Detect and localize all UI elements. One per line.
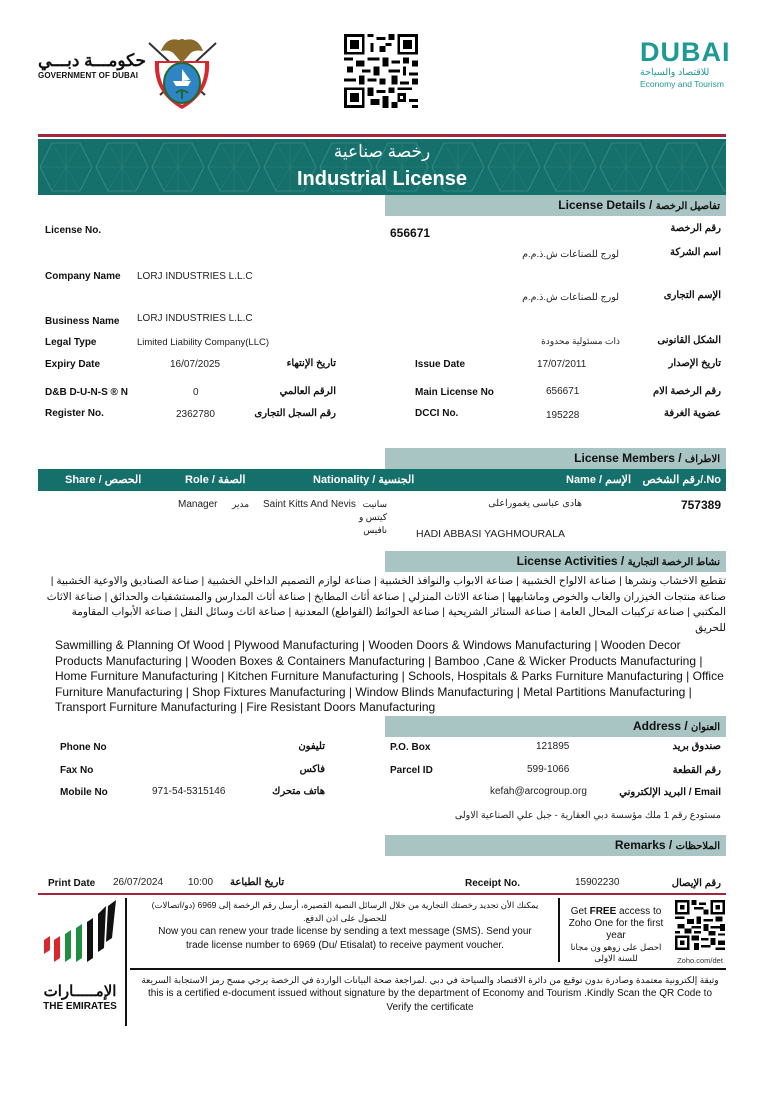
footer-rule — [38, 893, 726, 895]
government-of-dubai-logo — [38, 52, 146, 86]
license-no-label: License No. — [45, 225, 102, 236]
gov-logo-english: GOVERNMENT OF DUBAI — [38, 71, 139, 80]
register-no-label: Register No. — [45, 408, 104, 419]
certificate-notice — [133, 973, 727, 1015]
gov-logo-arabic: حكومـــة دبـــي — [38, 51, 146, 70]
parcel-id-label: Parcel ID — [390, 765, 433, 776]
activities-text-arabic: تقطيع الاخشاب ونشرها | صناعة الالواح الخشبية | صناعة الابواب والنوافذ الخشبية | صناعة لوازم التصميم الداخلي الخشبية | صناعة الصناديق والاوعية الخشبية | صناعة منتجات الخيزران والغاب والخوص وماشابهها | صناعة الاثاث المنزلي | صناعة أثاث المطابخ | صناعة أثاث المدارس والمستشفيات والحدائق | صناعة الاثاث المكتبي | صناعة تركيبات المحال العامة | صناعة الستائر الشريحية | صناعة الحوائط (القواطع) المعدنية | صناعة اثاث وسائل النقل | صناعة الأبواب المقاومة للحريق — [46, 575, 726, 634]
certificate-notice-en: this is a certified e-document issued without signature by the department of Economy and Tourism .Kindly Scan the QR Code to Verify the certificate — [148, 988, 712, 1013]
verification-qr-code[interactable] — [344, 34, 418, 108]
zoho-promo-pre: Get — [570, 906, 590, 917]
zoho-promo-post: access to Zoho One for the first year — [568, 906, 664, 941]
address-header: Address / العنوان — [385, 716, 726, 737]
certificate-notice-ar: وثيقة إلكترونية معتمدة وصادرة بدون توقيع من دائرة الاقتصاد والسياحة في دبي .لمراجعة صحة البيانات الواردة في الرخصة يرجي مسح رمز الاستجابة السريعة — [141, 975, 719, 985]
pobox-label-ar: صندوق بريد — [672, 741, 721, 752]
license-no-value: 656671 — [390, 226, 431, 240]
member-role-ar: مدير — [232, 499, 250, 509]
license-details-title-ar: تفاصيل الرخصة — [655, 201, 720, 212]
company-name-value-ar: لورج للصناعات ش.ذ.م.م — [522, 249, 619, 260]
duns-label-ar: الرقم العالمي — [279, 386, 336, 397]
print-date-label: Print Date — [48, 878, 96, 889]
mobile-label: Mobile No — [60, 787, 108, 798]
dcci-no-label: DCCI No. — [415, 408, 459, 419]
license-activities-header: License Activities / نشاط الرخصة التجارية — [385, 551, 726, 572]
member-name-ar: هادى عباسى يغموراعلى — [488, 498, 582, 509]
phone-label-ar: تليفون — [298, 741, 325, 752]
main-license-value: 656671 — [546, 386, 580, 397]
zoho-url[interactable]: Zoho.com/det — [677, 956, 723, 965]
zoho-promo-ar: احصل على زوهو ون مجانا للسنة الاولى — [570, 942, 662, 963]
member-nationality-en: Saint Kitts And Nevis — [263, 499, 356, 510]
emirates-logo-english: THE EMIRATES — [43, 1001, 117, 1012]
det-logo-arabic: للاقتصاد والسياحة — [640, 67, 710, 78]
receipt-no-label-ar: رقم الإيصال — [671, 878, 721, 889]
register-no-label-ar: رقم السجل التجارى — [254, 408, 336, 419]
certificate-divider — [130, 968, 726, 970]
license-members-title-en: License Members — [574, 451, 675, 465]
issue-date-label-ar: تاريخ الإصدار — [668, 358, 721, 369]
col-header-role: Role / الصفة — [185, 474, 246, 486]
remarks-header: Remarks / الملاحظات — [385, 835, 726, 856]
emirates-divider — [125, 898, 127, 1026]
duns-value: 0 — [193, 387, 199, 398]
email-value[interactable]: kefah@arcogroup.org — [490, 786, 587, 797]
main-license-label: Main License No — [415, 387, 494, 398]
company-name-label-ar: اسم الشركة — [670, 247, 721, 258]
issue-date-label: Issue Date — [415, 359, 466, 370]
sms-notice-ar-line1: يمكنك الأن تجديد رخصتك التجارية من خلال الرسائل النصية القصيرة، أرسل رقم الرخصة إلى 6969 (دو/اتصالات) — [151, 900, 539, 910]
company-name-value: LORJ INDUSTRIES L.L.C — [137, 271, 253, 282]
header-rule — [38, 134, 726, 137]
print-date-label-ar: تاريخ الطباعة — [230, 877, 285, 888]
mobile-value: 971-54-5315146 — [152, 786, 226, 797]
emirates-stripes-icon — [40, 900, 120, 970]
parcel-id-value: 599-1066 — [527, 764, 570, 775]
business-name-label-ar: الإسم التجارى — [663, 290, 721, 301]
fax-label: Fax No — [60, 765, 94, 776]
license-members-title-ar: الاطراف — [684, 454, 720, 465]
zoho-promo-free: FREE — [589, 906, 617, 917]
license-details-header: License Details / تفاصيل الرخصة — [385, 195, 726, 216]
zoho-divider — [558, 898, 560, 962]
activities-text-english: Sawmilling & Planning Of Wood | Plywood Manufacturing | Wooden Doors & Windows Manufacturing | Wooden Decor Products Manufacturing | Wooden Boxes & Containers Manufacturing | Bamboo ,Cane & Wicker Products Manufacturing | Home Furniture Manufacturing | Kitchen Furniture Manufacturing | Schools, Hospitals & Parks Furniture Manufacturing | Office Furniture Manufacturing | Shop Fixtures Manufacturing | Window Blinds Manufacturing | Metal Partitions Manufacturing | Transport Furniture Manufacturing | Fire Resistant Doors Manufacturing — [55, 638, 724, 714]
mobile-label-ar: هاتف متحرك — [272, 786, 325, 797]
members-table-header — [38, 469, 726, 491]
address-title-ar: العنوان — [691, 722, 720, 733]
legal-type-label: Legal Type — [45, 337, 97, 348]
company-name-label: Company Name — [45, 271, 121, 282]
license-activities-title-ar: نشاط الرخصة التجارية — [627, 557, 720, 568]
receipt-no-label: Receipt No. — [465, 878, 521, 889]
license-no-label-ar: رقم الرخصة — [670, 223, 721, 234]
det-logo-wordmark: DUBAI — [640, 37, 731, 67]
expiry-date-value: 16/07/2025 — [170, 359, 221, 370]
emirates-logo-arabic: الإمـــــارات — [43, 983, 117, 1000]
print-time-value: 10:00 — [188, 877, 214, 888]
business-name-value: LORJ INDUSTRIES L.L.C — [137, 313, 253, 324]
license-title-arabic: رخصة صناعية — [333, 142, 431, 161]
print-date-value: 26/07/2024 — [113, 877, 164, 888]
license-members-header: License Members / الاطراف — [385, 448, 726, 469]
col-header-share: Share / الحصص — [65, 474, 142, 486]
member-role-en: Manager — [178, 499, 218, 510]
sms-notice-ar-line2: للحصول على اذن الدفع. — [303, 913, 387, 923]
sms-renewal-notice — [140, 899, 550, 953]
fax-label-ar: فاكس — [299, 764, 325, 775]
legal-type-value: Limited Liability Company(LLC) — [137, 337, 269, 348]
full-address-ar: مستودع رقم 1 ملك مؤسسة دبي العقارية - جبل علي الصناعية الاولى — [454, 810, 721, 821]
receipt-no-value: 15902230 — [575, 877, 620, 888]
col-header-name: Name / الإسم — [566, 474, 632, 486]
business-name-label: Business Name — [45, 316, 120, 327]
address-title-en: Address — [632, 719, 682, 733]
legal-type-value-ar: ذات مسئولية محدودة — [541, 336, 620, 346]
main-license-label-ar: رقم الرخصة الام — [652, 386, 721, 397]
zoho-qr-code[interactable] — [675, 900, 725, 965]
register-no-value: 2362780 — [176, 409, 215, 420]
dcci-no-label-ar: عضوية الغرفة — [663, 408, 721, 419]
license-title-english: Industrial License — [296, 168, 468, 190]
dcci-no-value: 195228 — [546, 410, 580, 421]
issue-date-value: 17/07/2011 — [537, 359, 587, 370]
member-nationality-ar: سانيت كيتس و نافيس — [358, 499, 387, 535]
email-label: Email / البريد الإلكتروني — [619, 787, 721, 798]
remarks-title-en: Remarks — [614, 838, 666, 852]
sms-notice-en: Now you can renew your trade license by sending a text message (SMS). Send your trade license number to 6969 (Du/ Etisalat) to receive payment voucher. — [158, 926, 532, 951]
expiry-date-label-ar: تاريخ الإنتهاء — [286, 358, 336, 369]
dubai-economy-tourism-logo — [640, 38, 740, 100]
remarks-title-ar: الملاحظات — [675, 841, 720, 852]
license-title-banner — [38, 139, 726, 195]
legal-type-label-ar: الشكل القانونى — [657, 335, 721, 346]
business-name-value-ar: لورج للصناعات ش.ذ.م.م — [522, 292, 619, 303]
det-logo-english: Economy and Tourism — [640, 79, 724, 89]
license-activities-title-en: License Activities — [516, 554, 618, 568]
duns-label: D&B D-U-N-S ® N — [45, 387, 128, 398]
phone-label: Phone No — [60, 742, 107, 753]
pobox-value: 121895 — [536, 741, 570, 752]
zoho-promo[interactable] — [563, 906, 669, 964]
license-details-title-en: License Details — [558, 198, 646, 212]
dubai-emblem-icon — [145, 33, 220, 111]
member-no: 757389 — [680, 498, 721, 512]
col-header-no: No./رقم الشخص — [642, 474, 721, 486]
col-header-nationality: Nationality / الجنسية — [313, 474, 415, 486]
pobox-label: P.O. Box — [390, 742, 431, 753]
parcel-id-label-ar: رقم القطعة — [672, 765, 721, 776]
expiry-date-label: Expiry Date — [45, 359, 101, 370]
member-name-en: HADI ABBASI YAGHMOURALA — [416, 528, 565, 540]
the-emirates-logo — [40, 900, 120, 1015]
